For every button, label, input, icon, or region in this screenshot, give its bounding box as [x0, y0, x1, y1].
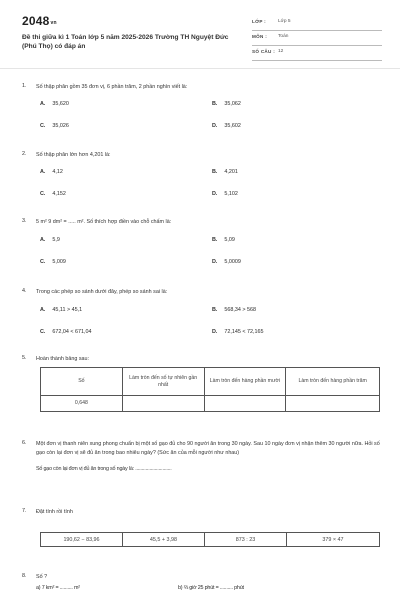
option-letter: B.: [212, 169, 218, 175]
calc-box[interactable]: 379 × 47: [287, 532, 380, 547]
option-text: 4,201: [224, 169, 238, 175]
meta-label: MÔN :: [252, 34, 268, 39]
answer-line[interactable]: [36, 466, 376, 472]
option-letter: C.: [40, 329, 46, 335]
table-answer-cell[interactable]: [204, 396, 286, 412]
option-2a[interactable]: [40, 169, 63, 175]
option-3d[interactable]: [212, 259, 241, 265]
question-number: 1.: [22, 83, 27, 89]
option-2b[interactable]: [212, 169, 238, 175]
meta-box: [252, 16, 382, 61]
option-text: 35,026: [52, 123, 69, 129]
option-letter: D.: [212, 259, 218, 265]
option-letter: A.: [40, 169, 46, 175]
option-3c[interactable]: [40, 259, 66, 265]
table-header: Làm tròn đến số tự nhiên gần nhất: [122, 368, 204, 396]
option-letter: A.: [40, 101, 46, 107]
option-2c[interactable]: [40, 191, 66, 197]
table-answer-cell[interactable]: [286, 396, 380, 412]
meta-row-count: [252, 46, 382, 61]
option-letter: C.: [40, 191, 46, 197]
option-text: 35,602: [224, 123, 241, 129]
question-text: 5 m² 9 dm² = ..... m². Số thích hợp điền vào chỗ chấm là:: [36, 219, 172, 225]
brand-name: 2048: [22, 14, 50, 28]
meta-label: LỚP :: [252, 19, 267, 24]
question-number: 5.: [22, 355, 27, 361]
rounding-table: [40, 367, 380, 412]
option-text: 5,009: [52, 259, 66, 265]
document-title: Đề thi giữa kì 1 Toán lớp 5 năm 2025-2026 Trường TH Nguyệt Đức (Phú Thọ) có đáp án: [22, 34, 229, 50]
calc-box[interactable]: 873 : 23: [205, 532, 287, 547]
option-text: 5,102: [224, 191, 238, 197]
question-number: 8.: [22, 573, 27, 579]
table-answer-cell[interactable]: [122, 396, 204, 412]
option-4c[interactable]: [40, 329, 92, 335]
meta-value: Toán: [278, 34, 289, 39]
option-text: 45,11 > 45,1: [52, 307, 83, 313]
option-text: 5,0009: [224, 259, 241, 265]
option-letter: B.: [212, 307, 218, 313]
table-header-row: [41, 368, 380, 396]
fill-item-text: a) 7 km² = .......... m²: [36, 585, 80, 591]
option-text: 568,34 > 568: [224, 307, 257, 313]
option-letter: A.: [40, 237, 46, 243]
table-header: Số: [41, 368, 123, 396]
brand-suffix: vn: [50, 20, 57, 26]
option-text: 5,9: [52, 237, 60, 243]
table-row: [41, 396, 380, 412]
option-letter: D.: [212, 329, 218, 335]
brand-logo[interactable]: [22, 14, 57, 28]
question-number: 4.: [22, 288, 27, 294]
option-letter: C.: [40, 259, 46, 265]
option-text: 4,12: [52, 169, 63, 175]
calc-box[interactable]: 190,62 − 83,96: [40, 532, 123, 547]
page-header: [22, 14, 382, 66]
option-3b[interactable]: [212, 237, 235, 243]
option-letter: C.: [40, 123, 46, 129]
question-text: Số thập phân lớn hơn 4,201 là:: [36, 152, 111, 158]
meta-label: SỐ CÂU :: [252, 49, 276, 54]
option-2d[interactable]: [212, 191, 238, 197]
option-1b[interactable]: [212, 101, 241, 107]
question-text: Một đơn vị thanh niên xung phong chuẩn bị một số gạo đủ cho 90 người ăn trong 30 ngày. Sau 10 ngày đơn vị nhận thêm 30 người nữa. Hỏi số gạo còn lại đơn vị sẽ đủ ăn trong bao nhiêu ngày? (Sức ăn của mỗi người như nhau): [36, 441, 380, 456]
fill-item-a[interactable]: [36, 585, 80, 591]
option-text: 5,09: [224, 237, 235, 243]
table-header: Làm tròn đến hàng phần trăm: [286, 368, 380, 396]
option-letter: B.: [212, 101, 218, 107]
question-number: 6.: [22, 440, 27, 446]
option-text: 72,145 < 72,165: [224, 329, 264, 335]
option-letter: A.: [40, 307, 46, 313]
header-divider: [0, 68, 400, 69]
meta-value: 12: [278, 49, 284, 54]
question-number: 3.: [22, 218, 27, 224]
table-cell: 0,648: [41, 396, 123, 412]
table-header: Làm tròn đến hàng phần mười: [204, 368, 286, 396]
option-4a[interactable]: [40, 307, 82, 313]
meta-row-subject: [252, 31, 382, 46]
option-letter: D.: [212, 123, 218, 129]
option-letter: B.: [212, 237, 218, 243]
fill-item-b[interactable]: [178, 585, 244, 591]
option-4d[interactable]: [212, 329, 264, 335]
option-4b[interactable]: [212, 307, 256, 313]
option-letter: D.: [212, 191, 218, 197]
question-number: 7.: [22, 508, 27, 514]
answer-line-text: Số gạo còn lại đơn vị đủ ăn trong số ngày là: ............................: [36, 466, 172, 472]
question-text: Số ?: [36, 574, 48, 580]
question-text: Số thập phân gồm 35 đơn vị, 6 phần trăm, 2 phần nghìn viết là:: [36, 84, 188, 90]
question-text: Trong các phép so sánh dưới đây, phép so sánh sai là:: [36, 289, 168, 295]
option-1c[interactable]: [40, 123, 69, 129]
option-1d[interactable]: [212, 123, 241, 129]
option-3a[interactable]: [40, 237, 60, 243]
question-number: 2.: [22, 151, 27, 157]
option-text: 35,062: [224, 101, 241, 107]
fill-item-text: b) ⅔ giờ 25 phút = .......... phút: [178, 585, 244, 591]
option-text: 4,152: [52, 191, 66, 197]
question-text: Hoàn thành bảng sau:: [36, 356, 90, 362]
meta-row-class: [252, 16, 382, 31]
question-text: Đặt tính rồi tính: [36, 509, 73, 515]
option-1a[interactable]: [40, 101, 69, 107]
meta-value: Lớp 5: [278, 19, 291, 24]
option-text: 672,04 < 671,04: [52, 329, 92, 335]
option-text: 35,620: [52, 101, 69, 107]
calc-box[interactable]: 45,5 + 3,98: [123, 532, 205, 547]
